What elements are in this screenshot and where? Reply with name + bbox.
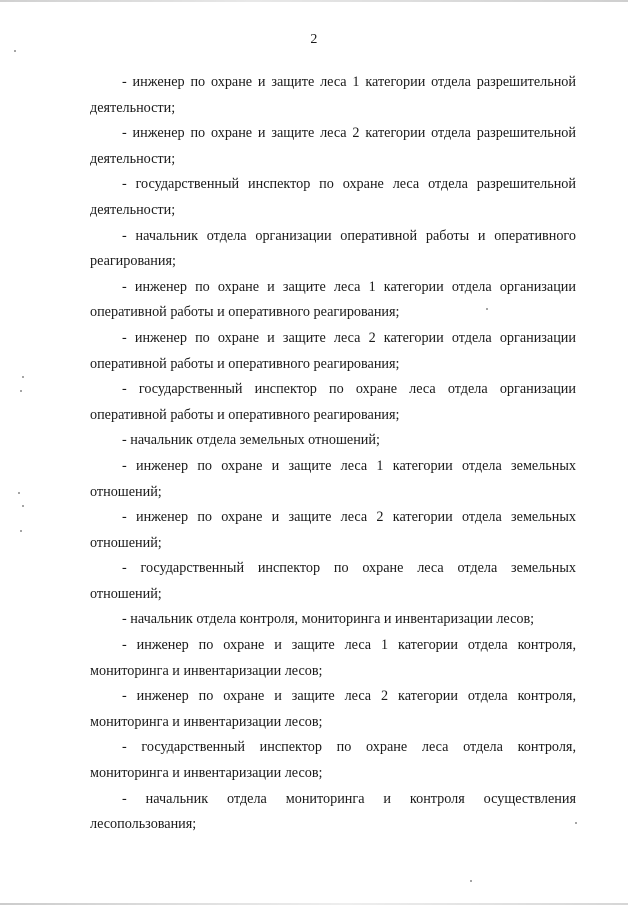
scan-speck <box>22 505 24 507</box>
scan-speck <box>20 390 22 392</box>
scan-speck <box>470 880 472 882</box>
list-item: - инженер по охране и защите леса 1 категории отдела земельных отношений; <box>90 457 576 500</box>
list-item: - инженер по охране и защите леса 2 категории отдела разрешительной деятельности; <box>90 125 576 167</box>
list-item: - государственный инспектор по охране леса отдела контроля, мониторинга и инвентаризации лесов; <box>90 739 576 782</box>
list-item: - начальник отдела земельных отношений; <box>122 432 380 449</box>
position-list <box>90 70 576 838</box>
list-item: - начальник отдела организации оперативной работы и оперативного реагирования; <box>90 227 576 270</box>
page-number: 2 <box>310 32 318 47</box>
list-item: - начальник отдела мониторинга и контроля осуществления лесопользования; <box>90 790 576 833</box>
list-item: - государственный инспектор по охране леса отдела разрешительной деятельности; <box>90 176 576 218</box>
list-item: - государственный инспектор по охране леса отдела земельных отношений; <box>90 560 576 602</box>
scan-speck <box>18 492 20 494</box>
list-item: - инженер по охране и защите леса 1 категории отдела разрешительной деятельности; <box>90 74 576 116</box>
list-item: - инженер по охране и защите леса 2 категории отдела организации оперативной работы и оперативного реагирования; <box>90 329 576 372</box>
scan-speck <box>22 376 24 378</box>
list-item: - инженер по охране и защите леса 2 категории отдела земельных отношений; <box>90 509 576 551</box>
top-scan-edge <box>0 0 628 2</box>
list-item: - инженер по охране и защите леса 1 категории отдела контроля, мониторинга и инвентаризации лесов; <box>90 637 576 679</box>
list-item: - инженер по охране и защите леса 1 категории отдела организации оперативной работы и оперативного реагирования; <box>90 278 576 321</box>
list-item: - инженер по охране и защите леса 2 категории отдела контроля, мониторинга и инвентаризации лесов; <box>90 688 576 730</box>
scan-speck <box>20 530 22 532</box>
scan-speck <box>575 822 577 824</box>
list-item: - начальник отдела контроля, мониторинга и инвентаризации лесов; <box>122 611 535 628</box>
scan-speck <box>14 50 16 52</box>
list-item: - государственный инспектор по охране леса отдела организации оперативной работы и оперативного реагирования; <box>90 381 576 423</box>
scan-speck <box>486 308 488 310</box>
